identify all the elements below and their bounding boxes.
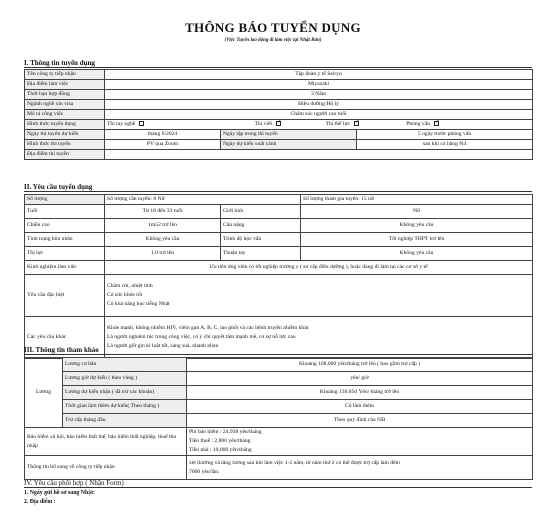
job-value: Chăm sóc người cao tuổi [105,110,533,120]
exam-place-value [105,150,533,160]
section-4-heading: IV. Yêu cầu phối hợp ( Nhận Form) [24,478,532,488]
table-row [25,400,533,414]
depart-date-value: sau khi có bằng N4 [357,140,533,150]
vision-value: 1.0 trở lên [105,247,221,261]
salary-row-label: Lương giờ dự kiến ( theo vùng ) [63,372,187,386]
marital-label: Tình trạng hôn nhân [25,233,105,247]
salary-row-label: Trợ cấp tháng đầu [63,414,187,428]
handedness-label: Thuận tay [221,247,301,261]
exam-form-label: Hình thức thi tuyển [25,140,105,150]
insurance-value [187,428,533,456]
exam-form-value: PV qua Zoom [105,140,221,150]
salary-row-value: Có làm thêm [187,400,533,414]
table-row [25,205,533,219]
company-value: Tập đoàn y tế Seiryo [105,70,533,80]
table-row [25,386,533,400]
qty-total: Số lượng tham gia tuyển: 15 nữ [301,195,533,205]
table-row [25,80,533,90]
depart-date-label: Ngày dự kiến xuất cảnh [221,140,357,150]
table-row [25,195,533,205]
document-title: THÔNG BÁO TUYỂN DỤNG [185,20,361,35]
table-row [25,275,533,317]
height-value: 1m52 trở lên [105,219,221,233]
other-line: Khỏe mạnh, không nhiễm HIV, viêm gan A, B, C, lao phổi và các bệnh truyền nhiễm khác [107,325,310,331]
salary-row-label: Lương dự kiến nhận ( đã trừ các khoản) [63,386,187,400]
table-row [25,358,533,372]
option-written: Thi viết [254,121,272,127]
education-label: Trình độ học vấn [221,233,301,247]
salary-group-label: Lương [25,358,63,428]
location-label: Địa điểm làm việc [25,80,105,90]
qty-label: Số lượng [25,195,105,205]
special-value [105,275,533,317]
other-label: Các yêu cầu khác [25,317,105,359]
table-row [25,140,533,150]
table-row [25,428,533,456]
salary-row-value: Theo quy định của NĐ [187,414,533,428]
table-row [25,130,533,140]
education-value: Tốt nghiệp THPT trở lên [301,233,533,247]
option-practical: Thi tay nghề [107,121,136,127]
job-label: Mô tả công việc [25,110,105,120]
exam-date-label: Ngày thi tuyển dự kiến [25,130,105,140]
insurance-label-text: Bảo hiểm xã hội, bảo hiểm thất thế, bảo hiểm thất nghiệp, thuế thu nhập [27,433,177,449]
experience-value: Ưu tiên ứng viên có tốt nghiệp trường y ( sơ cấp điều dưỡng ), hoặc đang đi làm tại các cơ sở y tế [105,261,533,275]
table-row [25,100,533,110]
insurance-line: Tiền thuế : 2,800 yên/tháng [189,438,251,444]
checkbox-interview-icon[interactable] [434,121,439,126]
table-row [25,372,533,386]
section-3-heading: III. Thông tin tham khảo [24,345,532,355]
term-label: Thời hạn hợp đồng [25,90,105,100]
option-physical: Thi thể lực [325,121,350,127]
table-row [25,70,533,80]
height-label: Chiều cao [25,219,105,233]
location-line: 2. Địa điểm : [24,499,56,505]
form-label: Hình thức tuyển dụng [25,120,105,130]
handedness-value: Không yêu cầu [301,247,533,261]
table-row [25,261,533,275]
special-line: Chăm chỉ, nhiệt tình [107,283,153,289]
visa-label: Ngành nghề xin visa [25,100,105,110]
weight-value: Không yêu cầu [301,219,533,233]
checkbox-written-icon[interactable] [276,121,281,126]
recruitment-info-table [24,69,533,160]
requirements-table [24,194,533,359]
marital-value: Không yêu cầu [105,233,221,247]
gender-value: Nữ [301,205,533,219]
table-row [25,120,533,130]
age-label: Tuổi [25,205,105,219]
section-2-heading: II. Yêu cầu tuyển dụng [24,182,532,192]
exam-date-value: tháng 6/2024 [105,130,221,140]
salary-row-label: Thời gian làm thêm dự kiến( Theo tháng ) [63,400,187,414]
insurance-line: Tiền nhà : 10,000 yên/tháng [189,447,252,453]
extra-line: xét thưởng và tăng lương sau khi làm việc 1-2 năm, từ năm thứ 2 có thể được trợ cấp làm đêm [189,459,400,466]
extra-info-label: Thông tin bổ sung về công ty tiếp nhận [25,456,187,480]
table-row [25,150,533,160]
salary-row-value: Khoảng 130.650 Yên/ tháng trở lên [187,386,533,400]
table-row [25,247,533,261]
section-1-heading: I. Thông tin tuyển dụng [24,58,532,68]
term-value: 3 Năm [105,90,533,100]
table-row [25,110,533,120]
other-line: Là người nghiêm túc trong công việc, có ý chí quyết tâm mạnh mẽ, có sự nỗ lực cao [107,334,296,340]
table-row [25,233,533,247]
age-value: Từ 18 đến 33 tuổi [105,205,221,219]
reference-info-table [24,357,533,480]
company-label: Tên công ty tiếp nhận [25,70,105,80]
insurance-label [25,428,187,456]
table-row [25,219,533,233]
qty-value: Số lượng cần tuyển: 8 Nữ [105,195,301,205]
submit-date-line: 1. Ngày gửi hồ sơ sang Nhật: [24,490,95,496]
checkbox-practical-icon[interactable] [139,121,144,126]
table-row [25,414,533,428]
special-label: Yêu cầu đặc biệt [25,275,105,317]
other-line: Là người giữ gìn kỉ luật tốt, sáng suả, nhanh nhẹn [107,343,219,349]
salary-row-value: yên/ giờ [187,372,533,386]
gather-date-label: Ngày tập trung thi tuyển [221,130,357,140]
form-options [105,120,533,130]
special-line: Có sức khỏe tốt [107,292,143,298]
salary-row-label: Lương cơ bản [63,358,187,372]
insurance-line: Phí bảo hiểm : 24,938 yên/tháng [189,429,262,435]
weight-label: Cân nặng [221,219,301,233]
experience-label: Kinh nghiệm làm việc [25,261,105,275]
checkbox-physical-icon[interactable] [354,121,359,126]
location-value: Miyazaki [105,80,533,90]
gather-date-value: 5 ngày trước phỏng vấn [357,130,533,140]
option-interview: Phỏng vấn [406,121,430,127]
exam-place-label: Địa điểm thi tuyển [25,150,105,160]
document-subtitle: (Việc Tuyển lao động đi làm việc tại Nhật Bản) [224,38,322,43]
table-row [25,90,533,100]
salary-row-value: Khoảng 168.000 yên/tháng trở lên ( bao gồm trợ cấp ) [187,358,533,372]
special-line: Có khả năng học tiếng Nhật [107,301,170,307]
extra-info-value [187,456,533,480]
vision-label: Thị lực [25,247,105,261]
visa-value: Điều dưỡng/Hộ lý [105,100,533,110]
extra-line: 7000 yên/lần. [189,468,220,475]
table-row [25,456,533,480]
gender-label: Giới tính [221,205,301,219]
